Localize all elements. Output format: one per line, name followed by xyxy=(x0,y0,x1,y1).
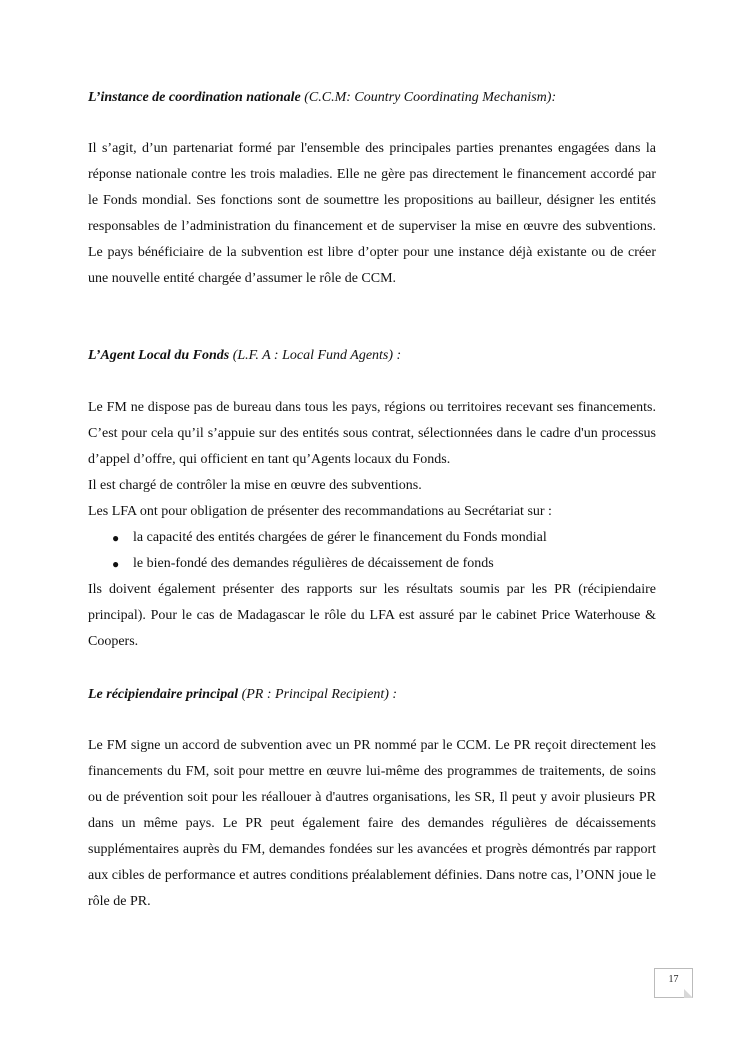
list-item xyxy=(88,551,656,577)
lfa-paragraph-1: Le FM ne dispose pas de bureau dans tous les pays, régions ou territoires recevant ses financements. C’est pour cela qu’il s’appuie sur des entités sous contrat, sélectionnées dans le cadre d'un processus d’appel d’offre, qui officient en tant qu’Agents locaux du Fonds. xyxy=(88,400,656,467)
pr-paragraph: Le FM signe un accord de subvention avec un PR nommé par le CCM. Le PR reçoit directement les financements du FM, soit pour mettre en œuvre lui-même des programmes de traitements, de soins ou de prévention soit pour les réallouer à d'autres organisations, les SR, Il peut y avoir plusieurs PR dans un même pays. Le PR peut également faire des demandes régulières de décaissements supplémentaires auprès du FM, demandes fondées sur les avancées et progrès démontrés par rapport aux cibles de performance et autres conditions préalablement définies. Dans notre cas, l’ONN joue le rôle de PR. xyxy=(88,738,656,909)
lfa-heading-subtitle: (L.F. A : Local Fund Agents) : xyxy=(232,348,402,363)
list-item xyxy=(88,525,656,551)
lfa-body xyxy=(88,395,656,655)
lfa-line-3: Les LFA ont pour obligation de présenter des recommandations au Secrétariat sur : xyxy=(88,504,552,519)
page-number-box xyxy=(654,968,693,998)
ccm-heading xyxy=(88,89,556,107)
ccm-body xyxy=(88,136,656,292)
lfa-heading xyxy=(88,347,401,365)
page-number: 17 xyxy=(668,974,679,985)
list-item-text: le bien-fondé des demandes régulières de décaissement de fonds xyxy=(133,556,494,571)
ccm-heading-subtitle: (C.C.M: Country Coordinating Mechanism): xyxy=(304,90,557,105)
pr-heading xyxy=(88,686,397,704)
ccm-paragraph: Il s’agit, d’un partenariat formé par l'ensemble des principales parties prenantes engagées dans la réponse nationale contre les trois maladies. Elle ne gère pas directement le financement accordé par le Fonds mondial. Ses fonctions sont de soumettre les propositions au bailleur, désigner les entités responsables de l’administration du financement et de superviser la mise en œuvre des subventions. Le pays bénéficiaire de la subvention est libre d’opter pour une instance déjà existante ou de créer une nouvelle entité chargée d’assumer le rôle de CCM. xyxy=(88,141,656,286)
lfa-paragraph-4: Ils doivent également présenter des rapports sur les résultats soumis par les PR (récipiendaire principal). Pour le cas de Madagascar le rôle du LFA est assuré par le cabinet Price Waterhouse & Coopers. xyxy=(88,582,656,649)
pr-heading-title: Le récipiendaire principal xyxy=(88,687,239,702)
lfa-heading-title: L’Agent Local du Fonds xyxy=(88,348,230,363)
bullet-icon: ● xyxy=(112,531,120,545)
bullet-icon: ● xyxy=(112,557,120,571)
lfa-line-2: Il est chargé de contrôler la mise en œuvre des subventions. xyxy=(88,478,422,493)
page-curl-icon xyxy=(684,989,693,998)
list-item-text: la capacité des entités chargées de gérer le financement du Fonds mondial xyxy=(133,530,547,545)
ccm-heading-title: L’instance de coordination nationale xyxy=(88,90,301,105)
pr-body xyxy=(88,733,656,915)
pr-heading-subtitle: (PR : Principal Recipient) : xyxy=(241,687,398,702)
lfa-bullet-list xyxy=(88,525,656,577)
